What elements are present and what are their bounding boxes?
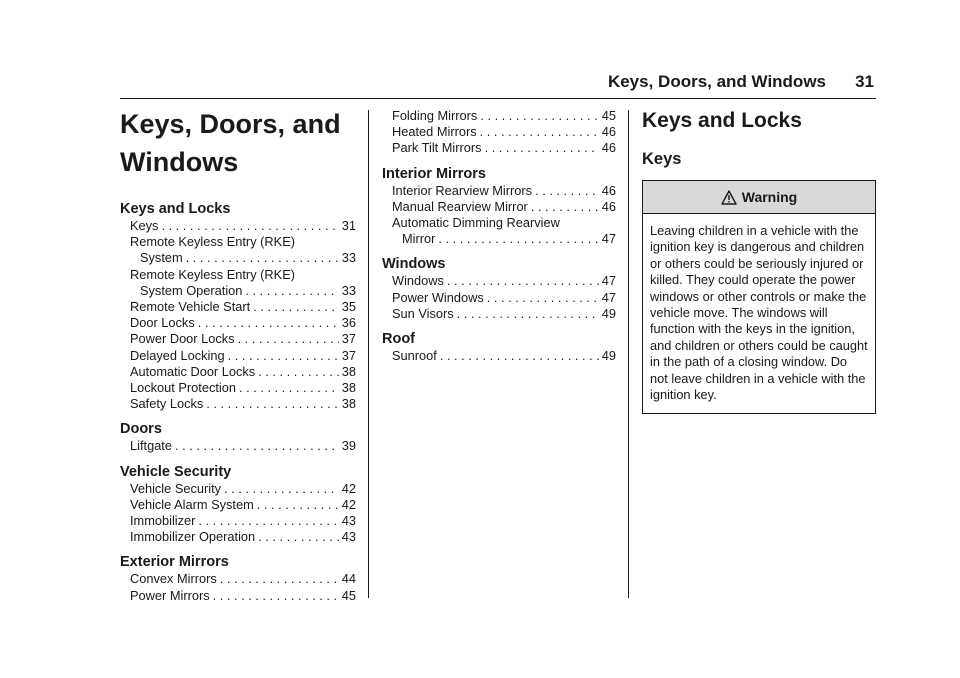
toc-entry-label: Park Tilt Mirrors xyxy=(392,140,482,156)
toc-entry[interactable] xyxy=(382,348,616,364)
toc-heading-keys-and-locks: Keys and Locks xyxy=(120,201,231,217)
dot-leader xyxy=(175,438,339,454)
toc-page-number: 45 xyxy=(341,587,356,603)
dot-leader xyxy=(535,183,599,199)
dot-leader xyxy=(487,290,599,306)
dot-leader xyxy=(186,250,339,266)
toc-page-number: 42 xyxy=(341,496,356,512)
toc-entry-label: Remote Keyless Entry (RKE) xyxy=(130,266,295,282)
toc-entry[interactable] xyxy=(120,380,356,396)
toc-page-number: 31 xyxy=(341,218,356,233)
toc-entry-label: Sun Visors xyxy=(392,305,454,321)
toc-entry[interactable] xyxy=(120,438,356,454)
toc-entry-label: System Operation xyxy=(140,282,243,298)
toc-entry-label: Safety Locks xyxy=(130,396,204,412)
dot-leader xyxy=(198,315,339,331)
toc-entry-continuation[interactable] xyxy=(120,283,356,299)
dot-leader xyxy=(253,299,339,315)
dot-leader xyxy=(245,283,338,299)
toc-entry-label: Vehicle Alarm System xyxy=(130,496,254,512)
toc-entry[interactable] xyxy=(382,199,616,215)
toc-page-number: 47 xyxy=(601,289,616,305)
dot-leader xyxy=(224,481,339,497)
toc-page-number: 44 xyxy=(341,571,356,587)
toc-list xyxy=(120,481,356,546)
toc-entry-label: Power Mirrors xyxy=(130,587,210,603)
toc-entry-label: Door Locks xyxy=(130,315,195,331)
warning-text: Leaving children in a vehicle with the ignition key is dangerous and children or others could be seriously injured or killed. They could operate the power windows or other controls or make the vehicle move. The windows will function with the keys in the ignition, and children or others could be caught in the path of a closing window. Do not leave children in a vehicle with the ignition key. xyxy=(650,223,868,403)
toc-entry-label: Power Windows xyxy=(392,289,484,305)
toc-page-number: 43 xyxy=(341,513,356,529)
toc-list xyxy=(120,571,356,603)
toc-entry-label: Windows xyxy=(392,273,444,289)
toc-entry-label: Heated Mirrors xyxy=(392,124,477,140)
toc-page-number: 36 xyxy=(341,315,356,331)
toc-page-number: 46 xyxy=(601,140,616,156)
toc-entry[interactable] xyxy=(120,396,356,412)
subsection-title: Keys xyxy=(642,150,682,168)
toc-page-number: 46 xyxy=(601,198,616,214)
toc-entry[interactable] xyxy=(382,140,616,156)
toc-page-number: 33 xyxy=(341,282,356,298)
toc-entry[interactable] xyxy=(120,315,356,331)
toc-list xyxy=(120,218,356,412)
toc-entry[interactable] xyxy=(120,497,356,513)
toc-entry-label: Sunroof xyxy=(392,348,437,364)
toc-list xyxy=(382,108,616,157)
toc-page-number: 46 xyxy=(601,182,616,198)
toc-entry-label: Automatic Dimming Rearview xyxy=(392,215,560,231)
toc-page-number: 38 xyxy=(341,363,356,379)
column-divider xyxy=(628,110,629,598)
toc-entry[interactable] xyxy=(382,273,616,289)
toc-entry-label: Vehicle Security xyxy=(130,480,222,496)
toc-page-number: 37 xyxy=(341,347,356,363)
dot-leader xyxy=(440,348,599,364)
toc-entry[interactable] xyxy=(120,529,356,545)
toc-entry[interactable] xyxy=(120,348,356,364)
dot-leader xyxy=(213,588,339,604)
toc-entry[interactable] xyxy=(120,513,356,529)
warning-triangle-icon xyxy=(721,190,737,205)
dot-leader xyxy=(198,513,338,529)
toc-page-number: 33 xyxy=(341,250,356,266)
toc-column-2 xyxy=(382,108,616,364)
content-column xyxy=(642,108,876,414)
warning-box xyxy=(642,180,876,414)
dot-leader xyxy=(258,529,339,545)
toc-entry-continuation[interactable] xyxy=(120,250,356,266)
section-title: Keys and Locks xyxy=(642,109,802,132)
toc-entry[interactable] xyxy=(382,108,616,124)
page-header xyxy=(120,70,876,99)
toc-heading-roof: Roof xyxy=(382,331,416,348)
warning-label: Warning xyxy=(741,189,798,205)
toc-entry[interactable] xyxy=(382,215,616,231)
toc-page-number: 38 xyxy=(341,396,356,412)
toc-entry[interactable] xyxy=(120,331,356,347)
dot-leader xyxy=(457,306,599,322)
toc-entry[interactable] xyxy=(120,481,356,497)
toc-entry[interactable] xyxy=(382,290,616,306)
toc-entry-label: Folding Mirrors xyxy=(392,108,478,123)
chapter-title: Keys, Doors, and Windows xyxy=(120,109,341,177)
dot-leader xyxy=(206,396,339,412)
dot-leader xyxy=(480,108,598,124)
dot-leader xyxy=(161,218,338,234)
toc-entry[interactable] xyxy=(382,124,616,140)
toc-heading-exterior-mirrors: Exterior Mirrors xyxy=(120,554,229,571)
toc-column-1 xyxy=(120,108,356,604)
toc-entry[interactable] xyxy=(120,571,356,587)
toc-page-number: 49 xyxy=(601,348,616,364)
dot-leader xyxy=(239,380,339,396)
toc-entry-continuation[interactable] xyxy=(382,231,616,247)
toc-list xyxy=(382,348,616,364)
toc-page-number: 47 xyxy=(601,231,616,247)
toc-entry-label: Manual Rearview Mirror xyxy=(392,198,528,214)
toc-entry-label: Interior Rearview Mirrors xyxy=(392,182,533,198)
toc-page-number: 42 xyxy=(341,480,356,496)
dot-leader xyxy=(258,364,339,380)
toc-entry-label: Delayed Locking xyxy=(130,347,225,363)
toc-heading-interior-mirrors: Interior Mirrors xyxy=(382,165,486,182)
toc-entry-label: Mirror xyxy=(402,231,436,247)
toc-entry-label: Automatic Door Locks xyxy=(130,363,256,379)
toc-heading-vehicle-security: Vehicle Security xyxy=(120,463,232,480)
toc-heading-doors: Doors xyxy=(120,421,162,438)
header-title: Keys, Doors, and Windows xyxy=(607,72,826,91)
toc-entry[interactable] xyxy=(382,183,616,199)
toc-entry-label: Keys xyxy=(130,218,159,233)
toc-entry[interactable] xyxy=(120,588,356,604)
column-divider xyxy=(368,110,369,598)
toc-entry-label: Power Door Locks xyxy=(130,331,235,347)
toc-page-number: 37 xyxy=(341,331,356,347)
dot-leader xyxy=(485,140,599,156)
toc-page-number: 35 xyxy=(341,299,356,315)
toc-entry-label: System xyxy=(140,250,183,266)
toc-entry-label: Remote Keyless Entry (RKE) xyxy=(130,234,295,250)
toc-page-number: 47 xyxy=(601,273,616,289)
dot-leader xyxy=(257,497,339,513)
toc-page-number: 43 xyxy=(341,529,356,545)
toc-entry[interactable] xyxy=(382,306,616,322)
dot-leader xyxy=(531,199,599,215)
toc-entry[interactable] xyxy=(120,267,356,283)
toc-page-number: 38 xyxy=(341,380,356,396)
dot-leader xyxy=(238,331,339,347)
toc-page-number: 45 xyxy=(601,108,616,123)
toc-entry[interactable] xyxy=(120,299,356,315)
toc-list xyxy=(382,273,616,322)
toc-entry-label: Immobilizer xyxy=(130,513,196,529)
dot-leader xyxy=(220,571,339,587)
toc-entry-label: Convex Mirrors xyxy=(130,571,217,587)
toc-list xyxy=(382,183,616,248)
page-number: 31 xyxy=(855,72,874,91)
toc-heading-windows: Windows xyxy=(382,256,446,273)
toc-entry-label: Liftgate xyxy=(130,438,172,454)
toc-list xyxy=(120,438,356,454)
toc-entry-label: Remote Vehicle Start xyxy=(130,299,251,315)
toc-entry[interactable] xyxy=(120,364,356,380)
toc-entry-label: Immobilizer Operation xyxy=(130,529,256,545)
toc-entry[interactable] xyxy=(120,218,356,234)
toc-page-number: 46 xyxy=(601,124,616,140)
warning-header xyxy=(643,181,875,214)
toc-page-number: 49 xyxy=(601,305,616,321)
toc-page-number: 39 xyxy=(341,438,356,454)
toc-entry-label: Lockout Protection xyxy=(130,380,236,396)
dot-leader xyxy=(438,231,598,247)
toc-entry[interactable] xyxy=(120,234,356,250)
dot-leader xyxy=(228,348,339,364)
dot-leader xyxy=(447,273,599,289)
dot-leader xyxy=(480,124,599,140)
